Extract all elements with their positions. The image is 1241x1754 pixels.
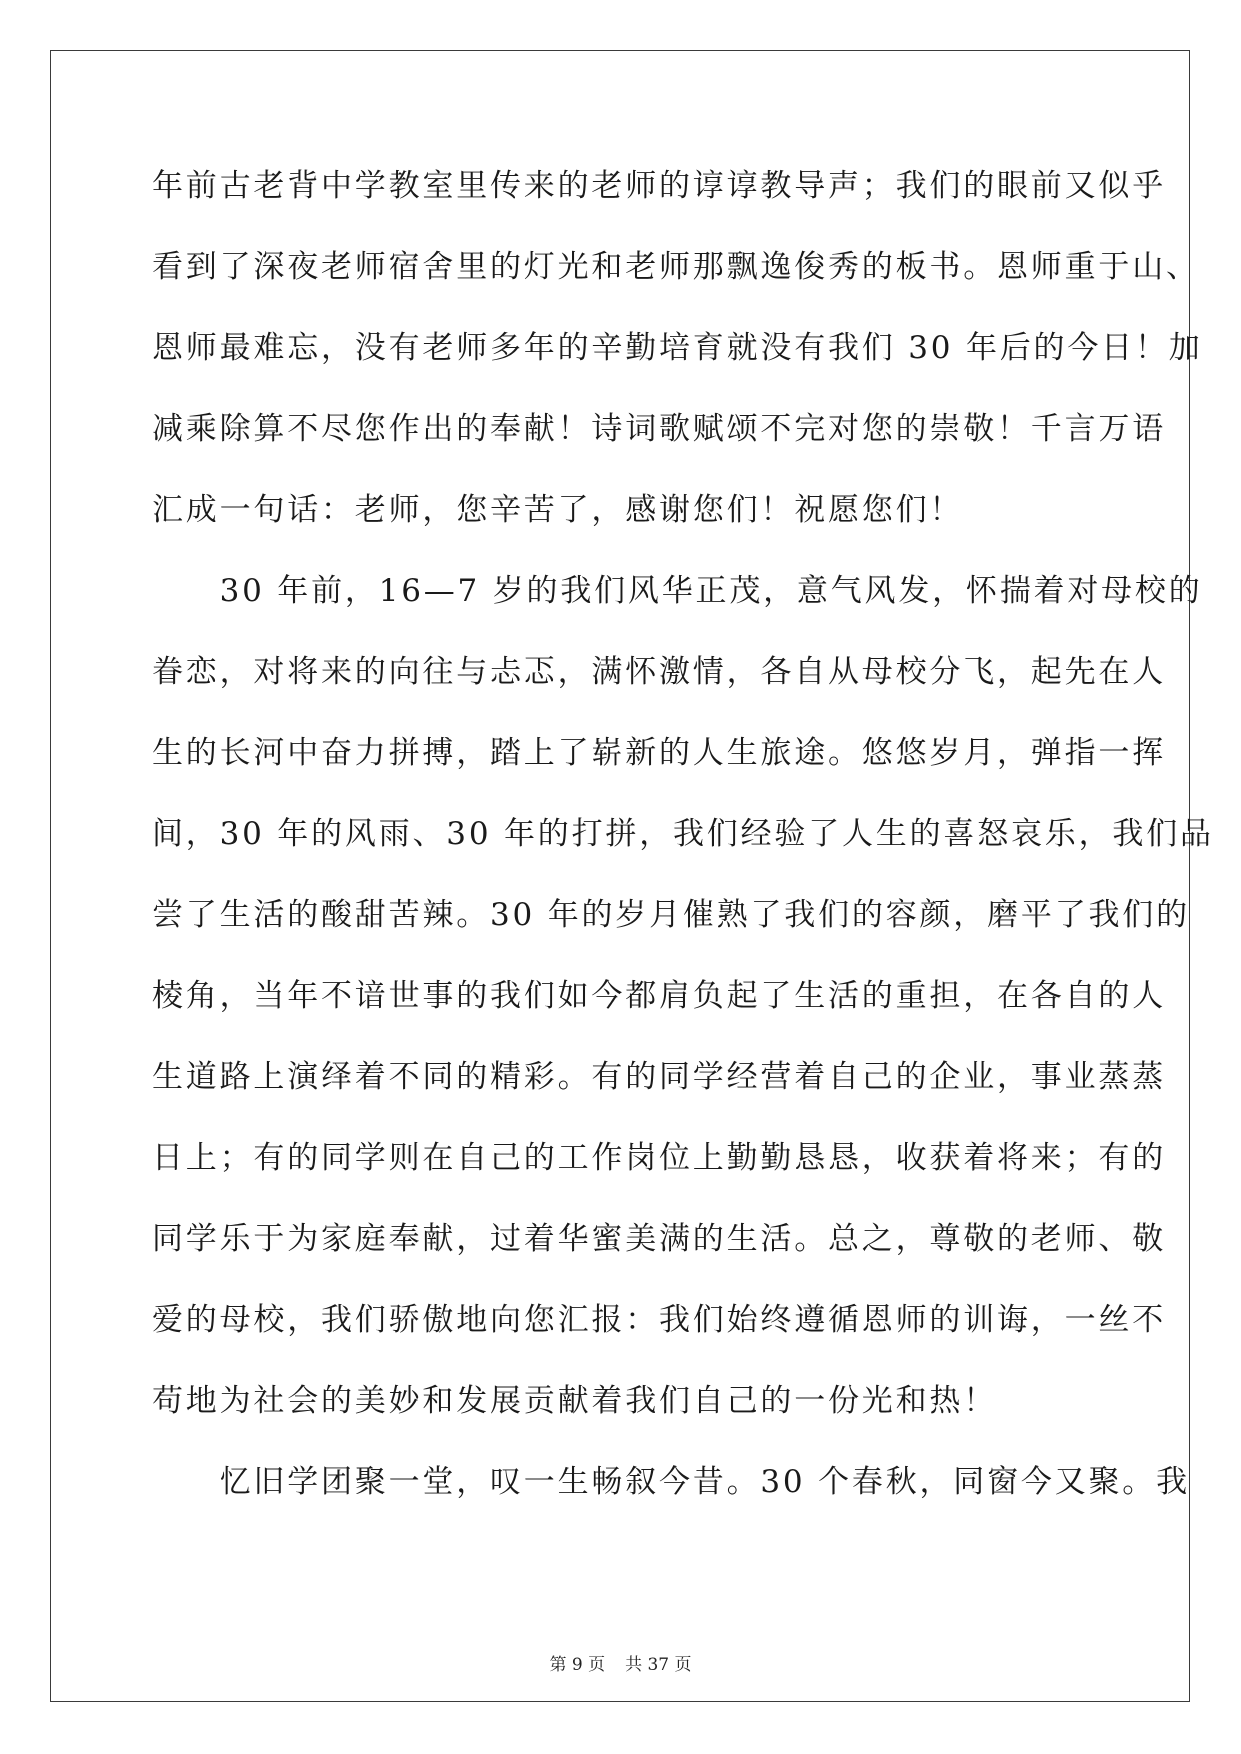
text-line: 恩师最难忘，没有老师多年的辛勤培育就没有我们 30 年后的今日！加 xyxy=(152,330,1203,366)
text-line: 苟地为社会的美妙和发展贡献着我们自己的一份光和热！ xyxy=(152,1383,997,1419)
text-line: 日上；有的同学则在自己的工作岗位上勤勤恳恳，收获着将来；有的 xyxy=(152,1140,1166,1176)
text-line: 间，30 年的风雨、30 年的打拼，我们经验了人生的喜怒哀乐，我们品 xyxy=(152,816,1214,852)
text-line: 眷恋，对将来的向往与忐忑，满怀激情，各自从母校分飞，起先在人 xyxy=(152,654,1166,690)
text-line: 减乘除算不尽您作出的奉献！诗词歌赋颂不完对您的崇敬！千言万语 xyxy=(152,411,1166,447)
text-line: 棱角，当年不谙世事的我们如今都肩负起了生活的重担，在各自的人 xyxy=(152,978,1166,1014)
text-line: 尝了生活的酸甜苦辣。30 年的岁月催熟了我们的容颜，磨平了我们的 xyxy=(152,897,1190,933)
text-line: 汇成一句话：老师，您辛苦了，感谢您们！祝愿您们！ xyxy=(152,492,964,528)
text-line: 看到了深夜老师宿舍里的灯光和老师那飘逸俊秀的板书。恩师重于山、 xyxy=(152,249,1200,285)
text-line: 生道路上演绎着不同的精彩。有的同学经营着自己的企业，事业蒸蒸 xyxy=(152,1059,1166,1095)
text-line: 同学乐于为家庭奉献，过着华蜜美满的生活。总之，尊敬的老师、敬 xyxy=(152,1221,1166,1257)
text-line: 忆旧学团聚一堂，叹一生畅叙今昔。30 个春秋，同窗今又聚。我 xyxy=(152,1464,1190,1500)
text-line: 年前古老背中学教室里传来的老师的谆谆教导声；我们的眼前又似乎 xyxy=(152,168,1166,204)
text-line: 30 年前，16—7 岁的我们风华正茂，意气风发，怀揣着对母校的 xyxy=(152,573,1203,609)
body-text xyxy=(152,166,1214,1543)
page-total: 共 37 页 xyxy=(625,1655,692,1675)
page-number: 第 9 页 xyxy=(549,1655,606,1675)
text-line: 爱的母校，我们骄傲地向您汇报：我们始终遵循恩师的训诲，一丝不 xyxy=(152,1302,1166,1338)
page-footer xyxy=(0,1650,1241,1675)
text-line: 生的长河中奋力拼搏，踏上了崭新的人生旅途。悠悠岁月，弹指一挥 xyxy=(152,735,1166,771)
